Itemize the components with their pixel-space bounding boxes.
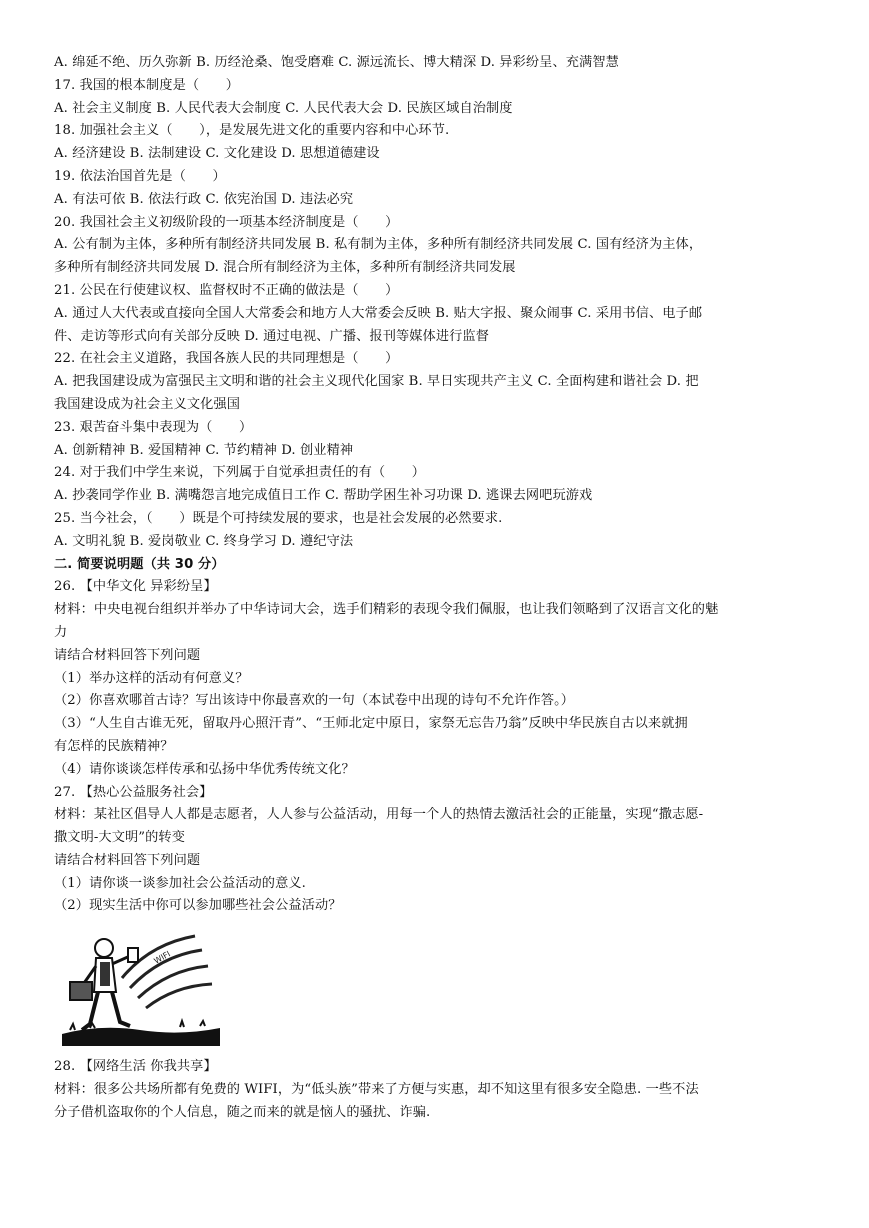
text-line: 23. 艰苦奋斗集中表现为（ ） <box>54 419 253 435</box>
text-line: A. 社会主义制度 B. 人民代表大会制度 C. 人民代表大会 D. 民族区域自治制度 <box>54 100 513 116</box>
text-line: A. 公有制为主体，多种所有制经济共同发展 B. 私有制为主体，多种所有制经济共同发展 C. 国有经济为主体， <box>54 237 703 253</box>
text-line: 材料：很多公共场所都有免费的 WIFI，为“低头族”带来了方便与实惠，却不知这里有很多安全隐患. 一些不法 <box>54 1082 699 1098</box>
text-line: A. 通过人大代表或直接向全国人大常委会和地方人大常委会反映 B. 贴大字报、聚众闹事 C. 采用书信、电子邮 <box>54 305 703 321</box>
text-line: （2）你喜欢哪首古诗？写出该诗中你最喜欢的一句（本试卷中出现的诗句不允许作答。） <box>54 693 575 709</box>
text-line: 请结合材料回答下列问题 <box>54 852 201 868</box>
text-line: 有怎样的民族精神？ <box>54 738 174 754</box>
text-line: 撒文明-大文明”的转变 <box>54 830 185 846</box>
wifi-walker-illustration <box>60 926 222 1046</box>
text-line: 28. 【网络生活 你我共享】 <box>54 1059 217 1075</box>
text-line: A. 绵延不绝、历久弥新 B. 历经沧桑、饱受磨难 C. 源远流长、博大精深 D. 异彩纷呈、充满智慧 <box>54 55 619 70</box>
text-line: 材料：中央电视台组织并举办了中华诗词大会，选手们精彩的表现令我们佩服，也让我们领略到了汉语言文化的魅 <box>54 602 719 618</box>
section-title: 二. 简要说明题（共 30 分） <box>54 556 225 572</box>
text-line: A. 经济建设 B. 法制建设 C. 文化建设 D. 思想道德建设 <box>54 146 380 162</box>
text-line: 20. 我国社会主义初级阶段的一项基本经济制度是（ ） <box>54 214 399 230</box>
text-line: 请结合材料回答下列问题 <box>54 647 201 663</box>
text-line: 我国建设成为社会主义文化强国 <box>54 396 241 412</box>
text-line: （3）“人生自古谁无死，留取丹心照汗青”、“王师北定中原日，家祭无忘告乃翁”反映中华民族自古以来就拥 <box>54 716 688 732</box>
text-line: 22. 在社会主义道路，我国各族人民的共同理想是（ ） <box>54 351 399 367</box>
text-line: 26. 【中华文化 异彩纷呈】 <box>54 579 217 595</box>
text-line: 17. 我国的根本制度是（ ） <box>54 77 240 93</box>
short-answer-block <box>54 576 816 918</box>
text-line: （2）现实生活中你可以参加哪些社会公益活动？ <box>54 898 342 914</box>
text-line: A. 把我国建设成为富强民主文明和谐的社会主义现代化国家 B. 早日实现共产主义 C. 全面构建和谐社会 D. 把 <box>54 374 699 390</box>
text-line: （1）请你谈一谈参加社会公益活动的意义. <box>54 875 306 891</box>
text-line: 24. 对于我们中学生来说，下列属于自觉承担责任的有（ ） <box>54 465 426 481</box>
text-line: （1）举办这样的活动有何意义？ <box>54 670 249 686</box>
text-line: A. 创新精神 B. 爱国精神 C. 节约精神 D. 创业精神 <box>54 442 354 458</box>
text-line: 件、走访等形式向有关部分反映 D. 通过电视、广播、报刊等媒体进行监督 <box>54 328 489 344</box>
text-line: 18. 加强社会主义（ ），是发展先进文化的重要内容和中心环节. <box>54 123 450 139</box>
wifi-label: WIFI <box>152 949 172 967</box>
text-line: A. 抄袭同学作业 B. 满嘴怨言地完成值日工作 C. 帮助学困生补习功课 D. 逃课去网吧玩游戏 <box>54 488 593 504</box>
text-line: A. 有法可依 B. 依法行政 C. 依宪治国 D. 违法必究 <box>54 191 354 207</box>
text-line: 19. 依法治国首先是（ ） <box>54 168 226 184</box>
exam-page <box>54 52 816 1125</box>
text-line: 力 <box>54 624 68 640</box>
text-line: 25. 当今社会，（ ）既是个可持续发展的要求，也是社会发展的必然要求. <box>54 510 503 526</box>
question-28-block <box>54 1056 816 1124</box>
text-line: 21. 公民在行使建议权、监督权时不正确的做法是（ ） <box>54 282 399 298</box>
text-line: （4）请你谈谈怎样传承和弘扬中华优秀传统文化？ <box>54 761 355 777</box>
text-line: 27. 【热心公益服务社会】 <box>54 784 213 800</box>
multiple-choice-block <box>54 52 816 554</box>
text-line: 多种所有制经济共同发展 D. 混合所有制经济为主体，多种所有制经济共同发展 <box>54 260 516 276</box>
text-line: 材料：某社区倡导人人都是志愿者，人人参与公益活动，用每一个人的热情去激活社会的正能量，实现“撒志愿- <box>54 807 704 823</box>
text-line: 分子借机盗取你的个人信息，随之而来的就是恼人的骚扰、诈骗. <box>54 1104 431 1120</box>
text-line: A. 文明礼貌 B. 爱岗敬业 C. 终身学习 D. 遵纪守法 <box>54 533 354 549</box>
